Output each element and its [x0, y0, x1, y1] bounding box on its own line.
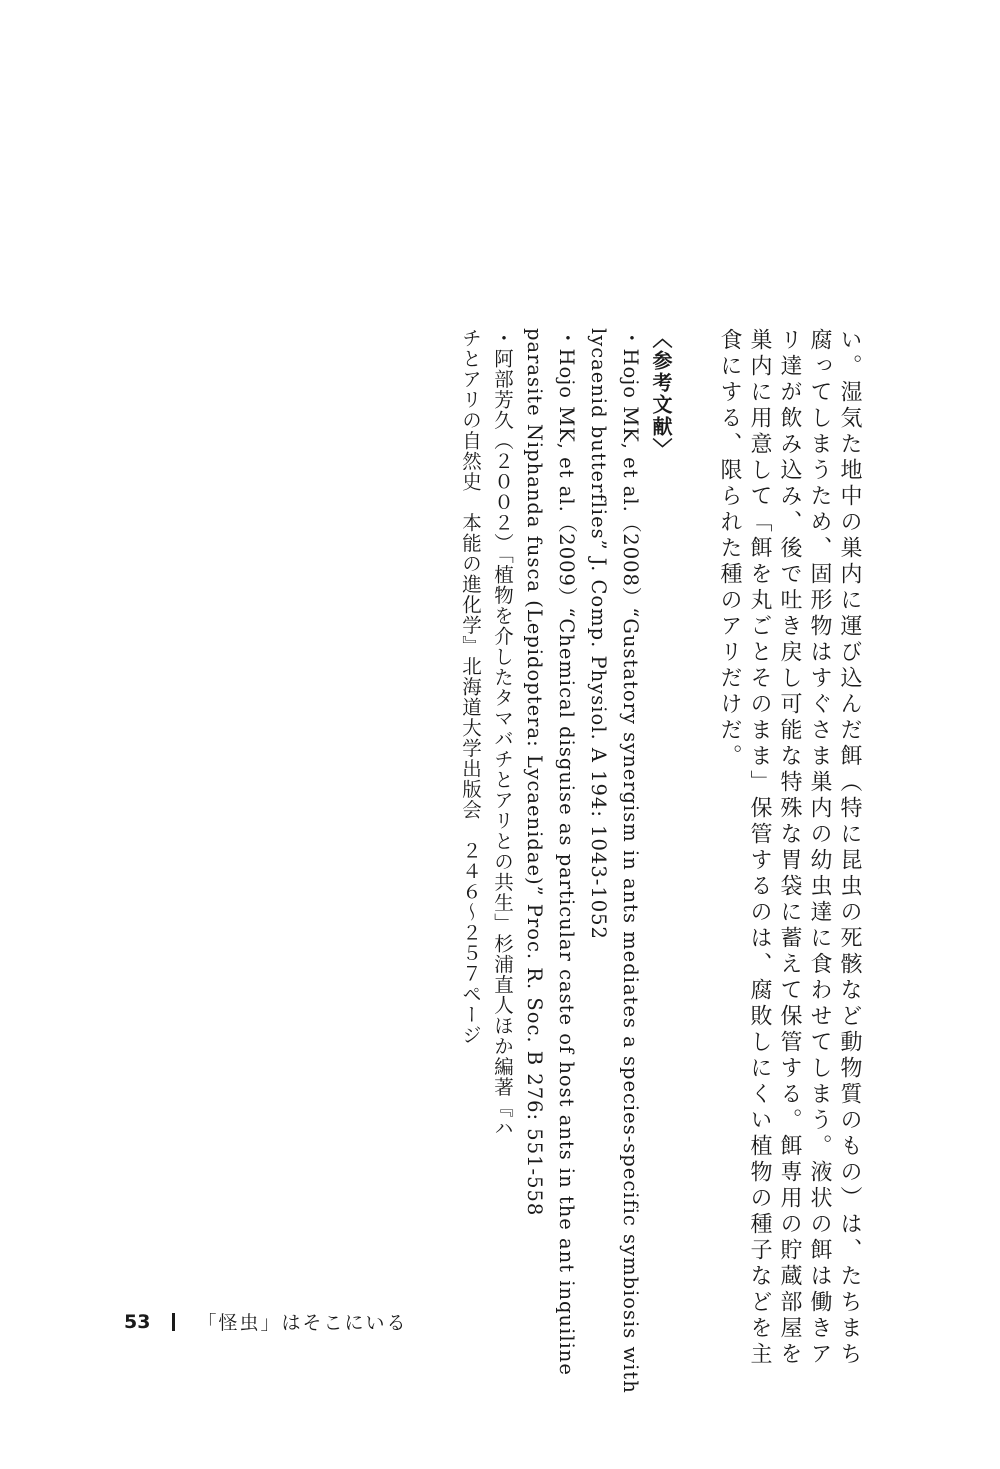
reference-line: parasite Niphanda fusca (Lepidoptera: Lycaenidae)” Proc. R. Soc. B 276: 551-558 — [523, 328, 546, 1217]
vertical-text-block — [454, 328, 864, 1394]
references-heading: 〈参考文献〉 — [649, 328, 673, 460]
footer-divider — [172, 1313, 175, 1331]
body-text-line: 巣内に用意して「餌を丸ごとそのまま」保管するのは、腐敗しにくい植物の種子などを主 — [747, 328, 772, 1368]
reference-line: lycaenid butterflies” J. Comp. Physiol. A 194: 1043-1052 — [587, 328, 610, 940]
page-number: 53 — [124, 1310, 151, 1333]
body-text-line: リ達が飲み込み、後で吐き戻し可能な特殊な胃袋に蓄えて保管する。餌専用の貯蔵部屋を — [777, 328, 802, 1368]
reference-line: ・阿部芳久（２００２）「植物を介したタマバチとアリとの共生」杉浦直人ほか編著『ハ — [491, 328, 514, 1139]
body-text-line: い。湿気た地中の巣内に運び込んだ餌（特に昆虫の死骸など動物質のもの）は、たちまち — [837, 328, 862, 1368]
reference-line: ・Hojo MK, et al.（2008）“Gustatory synergism in ants mediates a species-specific symbiosis with — [619, 328, 642, 1394]
body-text-line: 食にする、限られた種のアリだけだ。 — [717, 328, 742, 770]
reference-line: チとアリの自然史 本能の進化学』北海道大学出版会 ２４６〜２５７ページ — [459, 328, 482, 1046]
chapter-title: 「怪虫」はそこにいる — [197, 1312, 408, 1334]
section-gap — [676, 328, 714, 1228]
page-footer — [124, 1308, 407, 1335]
body-text-line: 腐ってしまうため、固形物はすぐさま巣内の幼虫達に食わせてしまう。液状の餌は働きア — [807, 328, 832, 1368]
reference-line: ・Hojo MK, et al.（2009）“Chemical disguise as particular caste of host ants in the ant inquiline — [555, 328, 578, 1376]
